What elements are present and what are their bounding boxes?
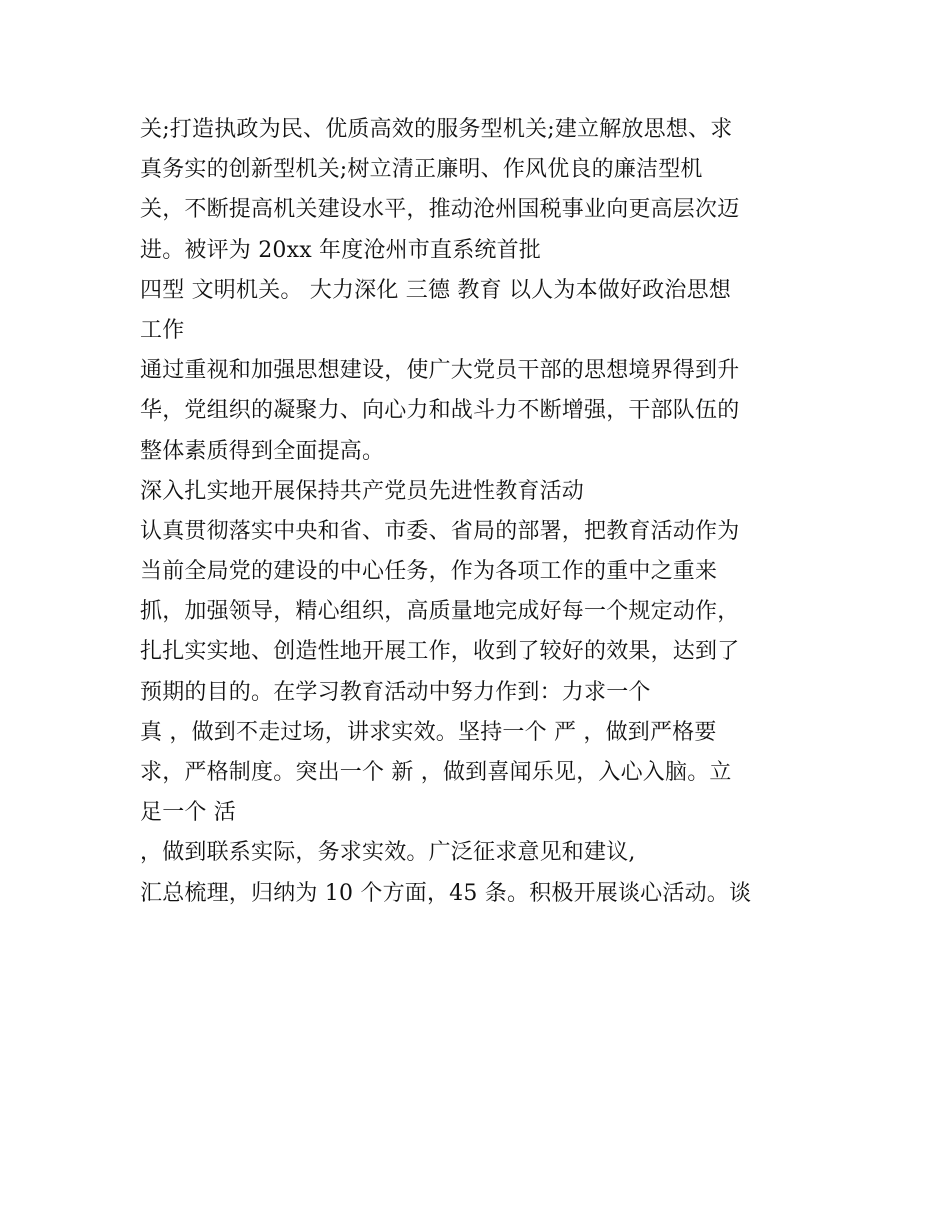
text-line: ，做到联系实际，务求实效。广泛征求意见和建议,	[140, 840, 636, 866]
text-line: 进。被评为 20xx 年度沧州市直系统首批	[140, 237, 541, 263]
text-line: 通过重视和加强思想建设，使广大党员干部的思想境界得到升	[140, 358, 740, 384]
text-line: 整体素质得到全面提高。	[140, 438, 385, 464]
text-line: 足一个 活	[140, 800, 236, 826]
text-line: 真务实的创新型机关;树立清正廉明、作风优良的廉洁型机	[140, 157, 703, 183]
text-line: 当前全局党的建设的中心任务，作为各项工作的重中之重来	[140, 559, 718, 585]
text-line: 求，严格制度。突出一个 新 ，做到喜闻乐见，入心入脑。立	[140, 760, 732, 785]
text-line: 工作	[140, 317, 185, 343]
text-line: 华，党组织的凝聚力、向心力和战斗力不断增强，干部队伍的	[140, 398, 740, 424]
document-body	[140, 110, 820, 914]
text-line: 汇总梳理，归纳为 10 个方面，45 条。积极开展谈心活动。谈	[140, 880, 752, 906]
text-line: 扎扎实实地、创造性地开展工作，收到了较好的效果，达到了	[140, 639, 740, 665]
text-line: 抓，加强领导，精心组织，高质量地完成好每一个规定动作，	[140, 599, 740, 625]
text-line: 四型 文明机关。 大力深化 三德 教育 以人为本做好政治思想	[140, 277, 731, 303]
text-line: 关，不断提高机关建设水平，推动沧州国税事业向更高层次迈	[140, 197, 740, 223]
text-line: 真 ，做到不走过场，讲求实效。坚持一个 严 ，做到严格要	[140, 719, 717, 745]
text-line: 关;打造执政为民、优质高效的服务型机关;建立解放思想、求	[140, 117, 733, 142]
text-line: 深入扎实地开展保持共产党员先进性教育活动	[140, 478, 585, 504]
text-line: 预期的目的。在学习教育活动中努力作到：力求一个	[140, 679, 651, 705]
text-line: 认真贯彻落实中央和省、市委、省局的部署，把教育活动作为	[140, 518, 740, 544]
